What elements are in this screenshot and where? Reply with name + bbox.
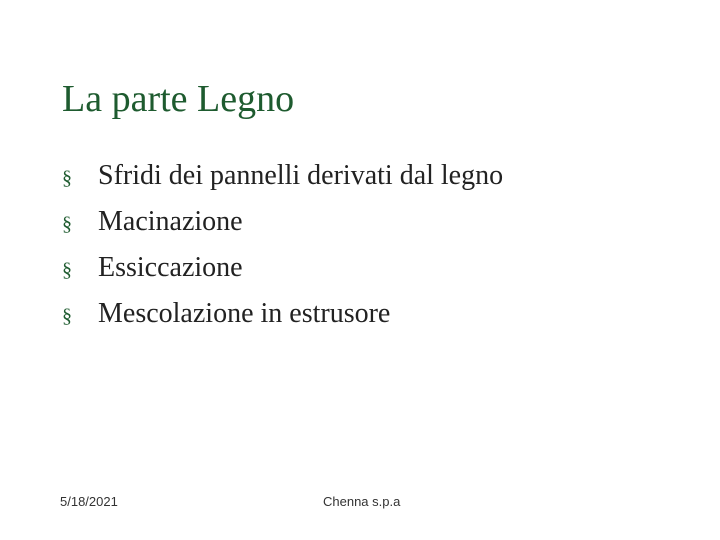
bullet-marker-icon: §: [62, 167, 72, 189]
bullet-text: Essiccazione: [98, 252, 243, 283]
slide-title: La parte Legno: [62, 78, 295, 120]
bullet-text: Sfridi dei pannelli derivati dal legno: [98, 160, 504, 191]
bullet-text: Mescolazione in estrusore: [98, 298, 391, 329]
bullet-text: Macinazione: [98, 206, 243, 237]
bullet-item: [62, 206, 503, 252]
bullet-marker-icon: §: [62, 259, 72, 281]
footer-company: Chenna s.p.a: [323, 494, 401, 509]
bullet-marker-icon: §: [62, 213, 72, 235]
bullet-item: [62, 298, 503, 344]
bullet-item: [62, 160, 503, 206]
bullet-item: [62, 252, 503, 298]
bullet-marker-icon: §: [62, 305, 72, 327]
bullet-list: [62, 160, 503, 344]
footer-date: 5/18/2021: [60, 494, 118, 509]
